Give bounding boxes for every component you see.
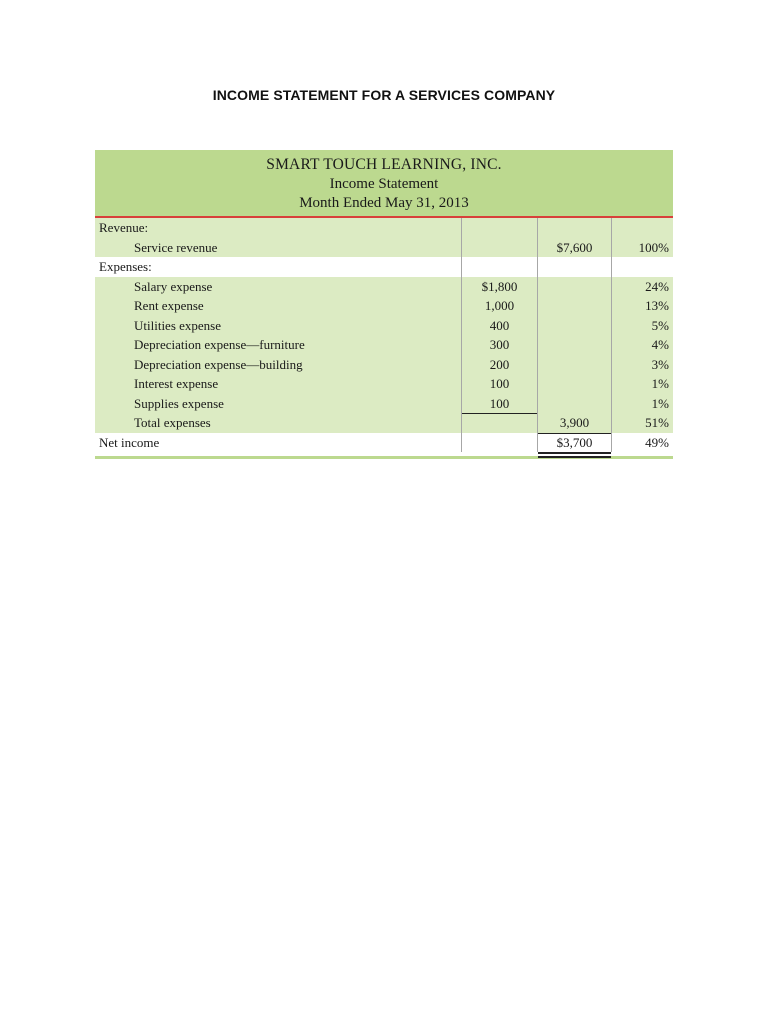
statement-row (95, 257, 673, 277)
row-label: Total expenses (134, 415, 211, 430)
detail-amount: 100 (489, 395, 510, 411)
row-label: Expenses: (99, 259, 152, 274)
statement-row (95, 335, 673, 355)
column-divider (461, 218, 462, 452)
row-label: Depreciation expense—furniture (134, 337, 305, 352)
statement-row (95, 394, 673, 414)
row-label: Revenue: (99, 220, 149, 235)
total-amount (538, 355, 611, 375)
percent-value: 1% (651, 376, 669, 391)
detail-amount (462, 413, 537, 433)
column-divider (611, 218, 612, 452)
detail-amount: 300 (489, 337, 510, 352)
total-amount: 3,900 (559, 415, 590, 430)
row-label: Utilities expense (134, 317, 222, 333)
statement-row (95, 296, 673, 316)
statement-row (95, 316, 673, 336)
income-statement-table (95, 150, 673, 459)
row-label: Supplies expense (134, 395, 224, 411)
detail-amount (462, 433, 537, 453)
total-amount (538, 316, 611, 336)
total-amount: $3,700 (556, 434, 593, 450)
detail-amount (462, 238, 537, 258)
percent-value: 24% (645, 278, 669, 294)
total-amount (538, 335, 611, 355)
detail-amount (462, 218, 537, 238)
percent-value: 5% (651, 317, 669, 333)
row-label: Depreciation expense—building (134, 356, 303, 372)
subtotal-underline (538, 433, 611, 434)
total-amount (538, 218, 611, 238)
detail-amount: 100 (489, 376, 510, 391)
percent-value: 4% (651, 337, 669, 352)
statement-name: Income Statement (329, 176, 439, 192)
row-label: Net income (99, 434, 160, 450)
total-amount (538, 257, 611, 277)
total-amount (538, 277, 611, 297)
detail-amount: 400 (489, 317, 510, 333)
net-income-double-underline (538, 452, 611, 454)
percent-value: 100% (638, 239, 669, 255)
detail-amount: 200 (489, 356, 510, 372)
row-label: Salary expense (134, 278, 213, 294)
total-amount: $7,600 (556, 239, 593, 255)
row-label: Interest expense (134, 376, 219, 391)
percent-value: 49% (645, 434, 669, 450)
statement-row (95, 355, 673, 375)
net-income-double-underline (538, 456, 611, 458)
total-amount (538, 296, 611, 316)
total-amount (538, 374, 611, 394)
statement-header (95, 150, 673, 216)
detail-amount: $1,800 (481, 278, 518, 294)
statement-row (95, 238, 673, 258)
column-divider (537, 218, 538, 452)
subtotal-underline (462, 413, 537, 414)
company-name: SMART TOUCH LEARNING, INC. (266, 156, 502, 173)
page-title: INCOME STATEMENT FOR A SERVICES COMPANY (212, 87, 556, 103)
statement-period: Month Ended May 31, 2013 (299, 195, 469, 211)
percent-value: 1% (651, 395, 669, 411)
statement-row (95, 413, 673, 433)
detail-amount (462, 257, 537, 277)
percent-value: 13% (645, 298, 669, 313)
detail-amount: 1,000 (484, 298, 515, 313)
statement-row (95, 433, 673, 453)
row-label: Service revenue (134, 239, 218, 255)
total-amount (538, 394, 611, 414)
percent-value: 51% (645, 415, 669, 430)
percent-value: 3% (651, 356, 669, 372)
statement-row (95, 218, 673, 238)
row-label: Rent expense (134, 298, 204, 313)
statement-row (95, 374, 673, 394)
statement-rows (95, 218, 673, 452)
statement-row (95, 277, 673, 297)
